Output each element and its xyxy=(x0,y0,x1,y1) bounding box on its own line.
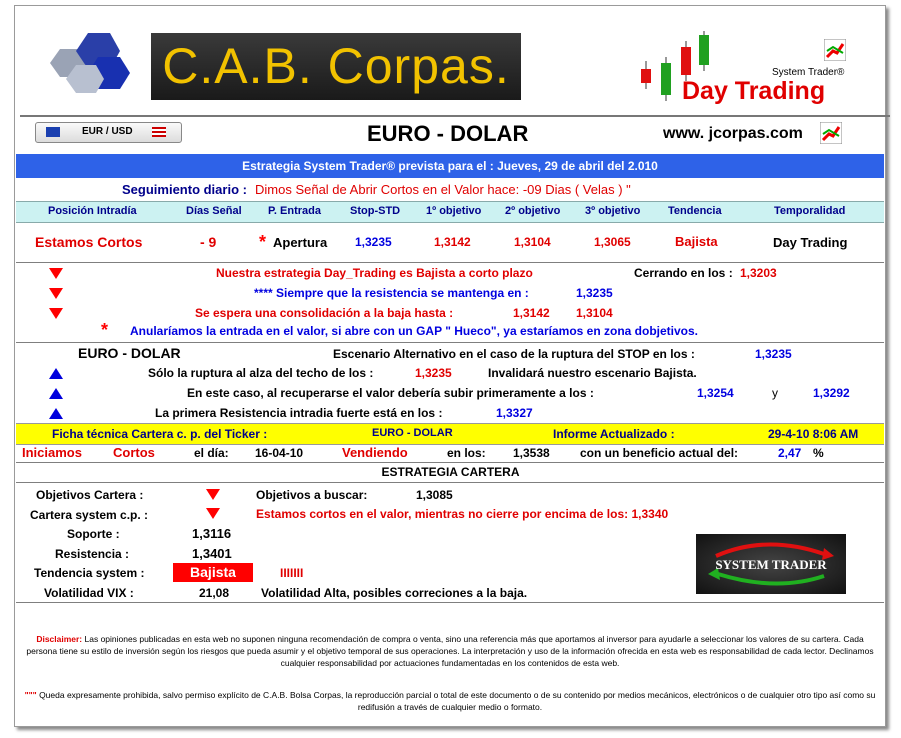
down-arrow-icon xyxy=(206,508,220,519)
alt-line-2-v2: 1,3292 xyxy=(813,386,850,400)
down-arrow-icon xyxy=(49,288,63,299)
us-flag-icon xyxy=(152,127,166,137)
timeframe-value: Day Trading xyxy=(773,235,848,250)
ficha-updated-label: Informe Actualizado : xyxy=(553,427,675,441)
down-arrow-icon xyxy=(49,268,63,279)
resist-value: 1,3401 xyxy=(192,546,232,561)
note-line-1: Nuestra estrategia Day_Trading es Bajista a corto plazo xyxy=(216,266,533,280)
position-value: Estamos Cortos xyxy=(35,234,143,250)
col-header: 2º objetivo xyxy=(505,205,561,217)
brand-banner xyxy=(151,33,521,100)
divider xyxy=(16,602,884,603)
col-header: P. Entrada xyxy=(268,205,321,217)
day-trading-sub: System Trader® xyxy=(772,67,845,78)
alt-pair: EURO - DOLAR xyxy=(78,345,181,361)
chart-arrow-icon xyxy=(824,39,846,61)
alt-value: 1,3235 xyxy=(755,347,792,361)
trade-pct: % xyxy=(813,446,824,460)
divider xyxy=(16,342,884,343)
resist-label: Resistencia : xyxy=(55,547,130,561)
buscar-label: Objetivos a buscar: xyxy=(256,488,368,502)
copyright-note xyxy=(20,689,880,713)
ficha-ticker: EURO - DOLAR xyxy=(372,427,453,439)
col-header: Temporalidad xyxy=(774,205,846,217)
days-value: - 9 xyxy=(200,234,217,250)
website-link[interactable]: www. jcorpas.com xyxy=(663,125,803,142)
daily-label: Seguimiento diario : xyxy=(122,182,247,197)
gap-mark: * xyxy=(101,320,109,340)
strategy-text: Estrategia System Trader® prevista para el : Jueves, 29 de abril del 2.010 xyxy=(242,159,658,173)
tend-value-badge: Bajista xyxy=(173,563,253,582)
obj1-value: 1,3142 xyxy=(434,235,471,249)
divider xyxy=(16,462,884,463)
page-title: EURO - DOLAR xyxy=(367,121,529,146)
note-line-2-value: 1,3235 xyxy=(576,286,613,300)
daily-text: Dimos Señal de Abrir Cortos en el Valor hace: -09 Dias ( Velas ) " xyxy=(255,182,631,197)
vix-text: Volatilidad Alta, posibles correciones a la baja. xyxy=(261,586,528,600)
alt-line-1-value: 1,3235 xyxy=(415,366,452,380)
closing-value: 1,3203 xyxy=(740,266,777,280)
trade-start: Iniciamos xyxy=(22,445,82,460)
alt-line-3: La primera Resistencia intradia fuerte está en los : xyxy=(155,406,443,420)
header xyxy=(20,11,890,117)
trade-benefit: 2,47 xyxy=(778,446,802,460)
note-line-2: **** Siempre que la resistencia se mantenga en : xyxy=(254,286,529,300)
up-arrow-icon xyxy=(49,368,63,379)
alt-line-2-v1: 1,3254 xyxy=(697,386,734,400)
note-line-3-v2: 1,3104 xyxy=(576,306,613,320)
alt-line-2: En este caso, al recuperarse el valor debería subir primeramente a los : xyxy=(187,386,594,400)
col-header: Posición Intradía xyxy=(48,205,137,217)
trade-price: 1,3538 xyxy=(513,446,550,460)
cortos-text: Estamos cortos en el valor, mientras no cierre por encima de los: 1,3340 xyxy=(256,507,669,521)
pair-button[interactable] xyxy=(35,122,182,143)
buscar-value: 1,3085 xyxy=(416,488,453,502)
system-trader-text: SYSTEM TRADER xyxy=(715,557,827,572)
col-header: Stop-STD xyxy=(350,205,401,217)
alt-line-1-tail: Invalidará nuestro escenario Bajista. xyxy=(488,366,697,380)
trade-selling: Vendiendo xyxy=(342,445,408,460)
copyright-mark: """ xyxy=(24,690,37,700)
disclaimer xyxy=(20,633,880,669)
trade-date: 16-04-10 xyxy=(255,446,304,460)
tend-bars: IIIIIII xyxy=(280,566,304,580)
divider xyxy=(16,482,884,483)
pair-label: EUR / USD xyxy=(82,126,133,137)
trade-at-label: en los: xyxy=(447,446,486,460)
ficha-bar xyxy=(16,423,884,445)
trade-day-label: el día: xyxy=(194,446,229,460)
note-line-4: Anularíamos la entrada en el valor, si abre con un GAP " Hueco", ya estaríamos en zona dobjetivos. xyxy=(130,324,699,338)
alt-label: Escenario Alternativo en el caso de la ruptura del STOP en los : xyxy=(333,347,695,361)
closing-label: Cerrando en los : xyxy=(634,266,733,280)
alt-line-3-value: 1,3327 xyxy=(496,406,533,420)
trade-benefit-label: con un beneficio actual del: xyxy=(580,446,739,460)
eu-flag-icon xyxy=(46,127,60,137)
chart-arrow-icon xyxy=(820,122,842,144)
col-header: Días Señal xyxy=(186,205,242,217)
ficha-label: Ficha técnica Cartera c. p. del Ticker : xyxy=(52,427,268,441)
divider xyxy=(16,262,884,263)
hexagon-logo-icon xyxy=(36,27,146,99)
trade-side: Cortos xyxy=(113,445,155,460)
cartera-title: ESTRATEGIA CARTERA xyxy=(381,465,520,479)
alt-line-1: Sólo la ruptura al alza del techo de los : xyxy=(148,366,374,380)
up-arrow-icon xyxy=(49,388,63,399)
col-header: 1º objetivo xyxy=(426,205,482,217)
system-trader-logo xyxy=(696,534,846,594)
soporte-value: 1,3116 xyxy=(192,526,232,541)
vix-value: 21,08 xyxy=(199,586,230,600)
entry-value: Apertura xyxy=(273,235,328,250)
cp-label: Cartera system c.p. : xyxy=(30,508,149,522)
down-arrow-icon xyxy=(49,308,63,319)
alt-line-2-y: y xyxy=(772,386,778,400)
copyright-text: Queda expresamente prohibida, salvo permiso explícito de C.A.B. Bolsa Corpas, la reproducción parcial o total de este documento o de su contenido por medios mecánicos, electrónicos o de cualquier otro tipo así como su redifusión a través de cualquier medio o formato. xyxy=(36,690,876,712)
stop-value: 1,3235 xyxy=(355,235,392,249)
table-header-row xyxy=(16,201,884,223)
col-header: Tendencia xyxy=(668,205,722,217)
entry-mark: * xyxy=(259,232,267,252)
down-arrow-icon xyxy=(206,489,220,500)
strategy-bar xyxy=(16,154,884,178)
col-header: 3º objetivo xyxy=(585,205,641,217)
obj-cartera-label: Objetivos Cartera : xyxy=(36,488,144,502)
trend-value: Bajista xyxy=(675,234,718,249)
note-line-3: Se espera una consolidación a la baja hasta : xyxy=(195,306,454,320)
ficha-updated: 29-4-10 8:06 AM xyxy=(768,427,859,441)
obj3-value: 1,3065 xyxy=(594,235,631,249)
soporte-label: Soporte : xyxy=(67,527,120,541)
day-trading-logo: Day Trading xyxy=(682,77,826,105)
up-arrow-icon xyxy=(49,408,63,419)
disclaimer-text: Las opiniones publicadas en esta web no suponen ninguna recomendación de compra o venta, sino una referencia más que aportamos al inversor para ayudarle a seleccionar los valores de su cartera. Cada persona tiene su estilo de inversión según los riesgos que pueda asumir y el objetivo temporal de sus operaciones. La interpretación y uso de la información ofrecida en esta web es responsabilidad de cada lector. Declinamos cualquier responsabilidad por actuaciones fundamentadas en los contenidos de esta web. xyxy=(26,634,874,668)
brand-title: C.A.B. Corpas. xyxy=(162,38,510,94)
tend-label: Tendencia system : xyxy=(34,566,145,580)
obj2-value: 1,3104 xyxy=(514,235,551,249)
vix-label: Volatilidad VIX : xyxy=(44,586,134,600)
disclaimer-label: Disclaimer: xyxy=(36,634,83,644)
note-line-3-v1: 1,3142 xyxy=(513,306,550,320)
